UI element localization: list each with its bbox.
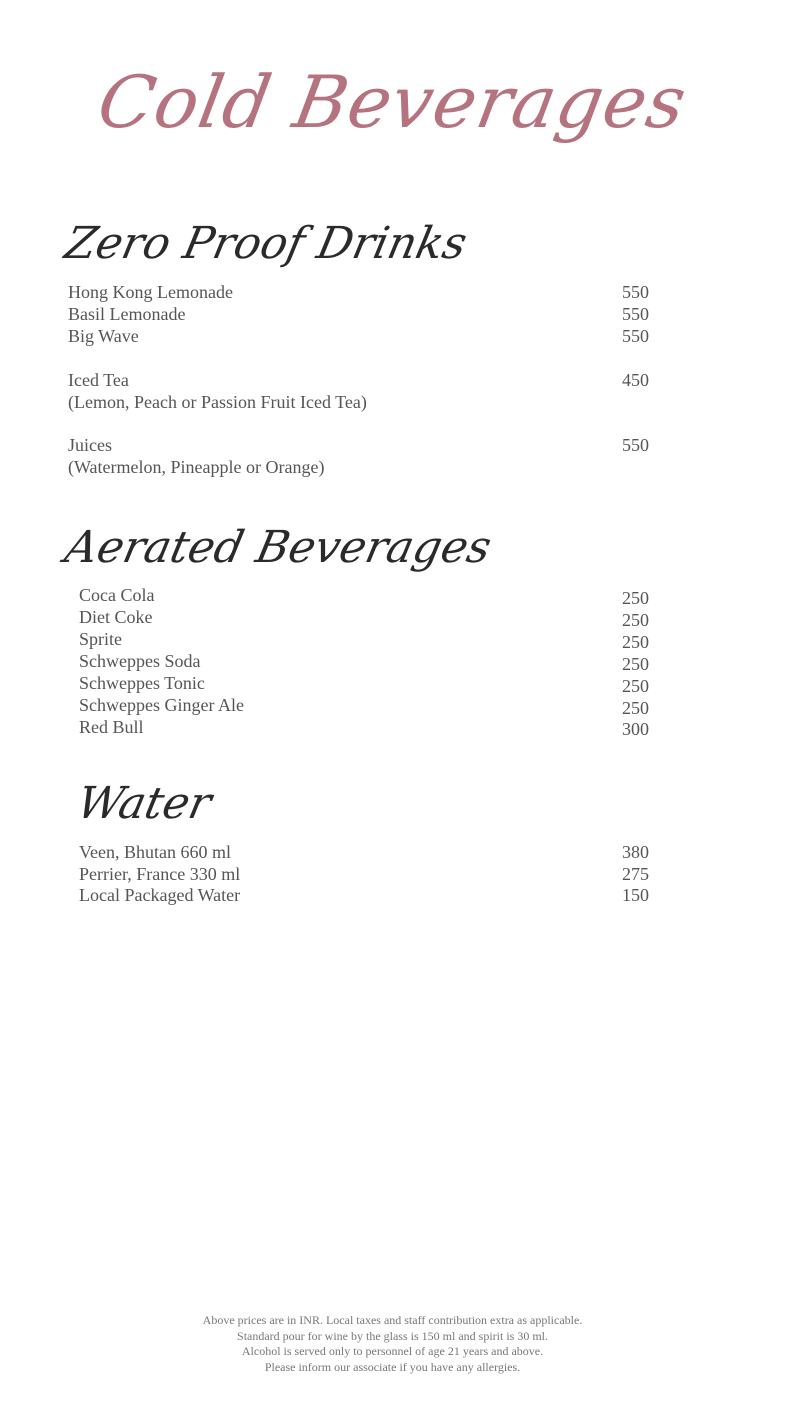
page-title: Cold Beverages (91, 60, 694, 144)
section-heading-water: Water (72, 778, 216, 829)
menu-item-name: Schweppes Tonic (79, 673, 205, 693)
menu-item-name: Coca Cola (79, 585, 155, 605)
menu-item-price: 550 (622, 304, 649, 324)
menu-item-price: 150 (622, 885, 649, 905)
menu-item-price: 275 (622, 864, 649, 884)
menu-item-note: (Watermelon, Pineapple or Orange) (68, 457, 325, 477)
menu-item-price: 250 (622, 610, 649, 630)
menu-item-name: Schweppes Ginger Ale (79, 695, 244, 715)
menu-item-price: 450 (622, 370, 649, 390)
menu-item-name: Perrier, France 330 ml (79, 864, 241, 884)
menu-item-name: Iced Tea (68, 370, 129, 390)
menu-item-price: 250 (622, 588, 649, 608)
section-heading-aerated: Aerated Beverages (60, 522, 496, 573)
menu-item-price: 250 (622, 676, 649, 696)
menu-item-price: 550 (622, 326, 649, 346)
menu-item-name: Local Packaged Water (79, 885, 241, 905)
menu-item-price: 550 (622, 435, 649, 455)
menu-item-price: 250 (622, 654, 649, 674)
footer-line: Please inform our associate if you have any allergies. (264, 1359, 521, 1374)
footer-notes (0, 1313, 785, 1375)
menu-item-price: 300 (622, 719, 649, 739)
menu-item-price: 550 (622, 282, 649, 302)
footer-line: Standard pour for wine by the glass is 150 ml and spirit is 30 ml. (237, 1328, 548, 1343)
menu-item-note: (Lemon, Peach or Passion Fruit Iced Tea) (68, 392, 367, 412)
menu-item-price: 250 (622, 632, 649, 652)
footer-line: Above prices are in INR. Local taxes and staff contribution extra as applicable. (202, 1313, 583, 1327)
section-heading-zero-proof: Zero Proof Drinks (60, 218, 472, 269)
menu-item-price: 380 (622, 842, 649, 862)
menu-item-name: Diet Coke (79, 607, 153, 627)
menu-item-price: 250 (622, 698, 649, 718)
menu-item-name: Basil Lemonade (68, 304, 186, 324)
menu-item-name: Schweppes Soda (79, 651, 201, 671)
menu-item-name: Big Wave (68, 326, 139, 346)
footer-line: Alcohol is served only to personnel of age 21 years and above. (241, 1344, 544, 1358)
menu-item-name: Juices (68, 435, 112, 455)
menu-item-name: Sprite (79, 629, 122, 649)
menu-item-name: Hong Kong Lemonade (68, 282, 233, 302)
menu-item-name: Red Bull (79, 717, 144, 737)
menu-item-name: Veen, Bhutan 660 ml (79, 842, 231, 862)
